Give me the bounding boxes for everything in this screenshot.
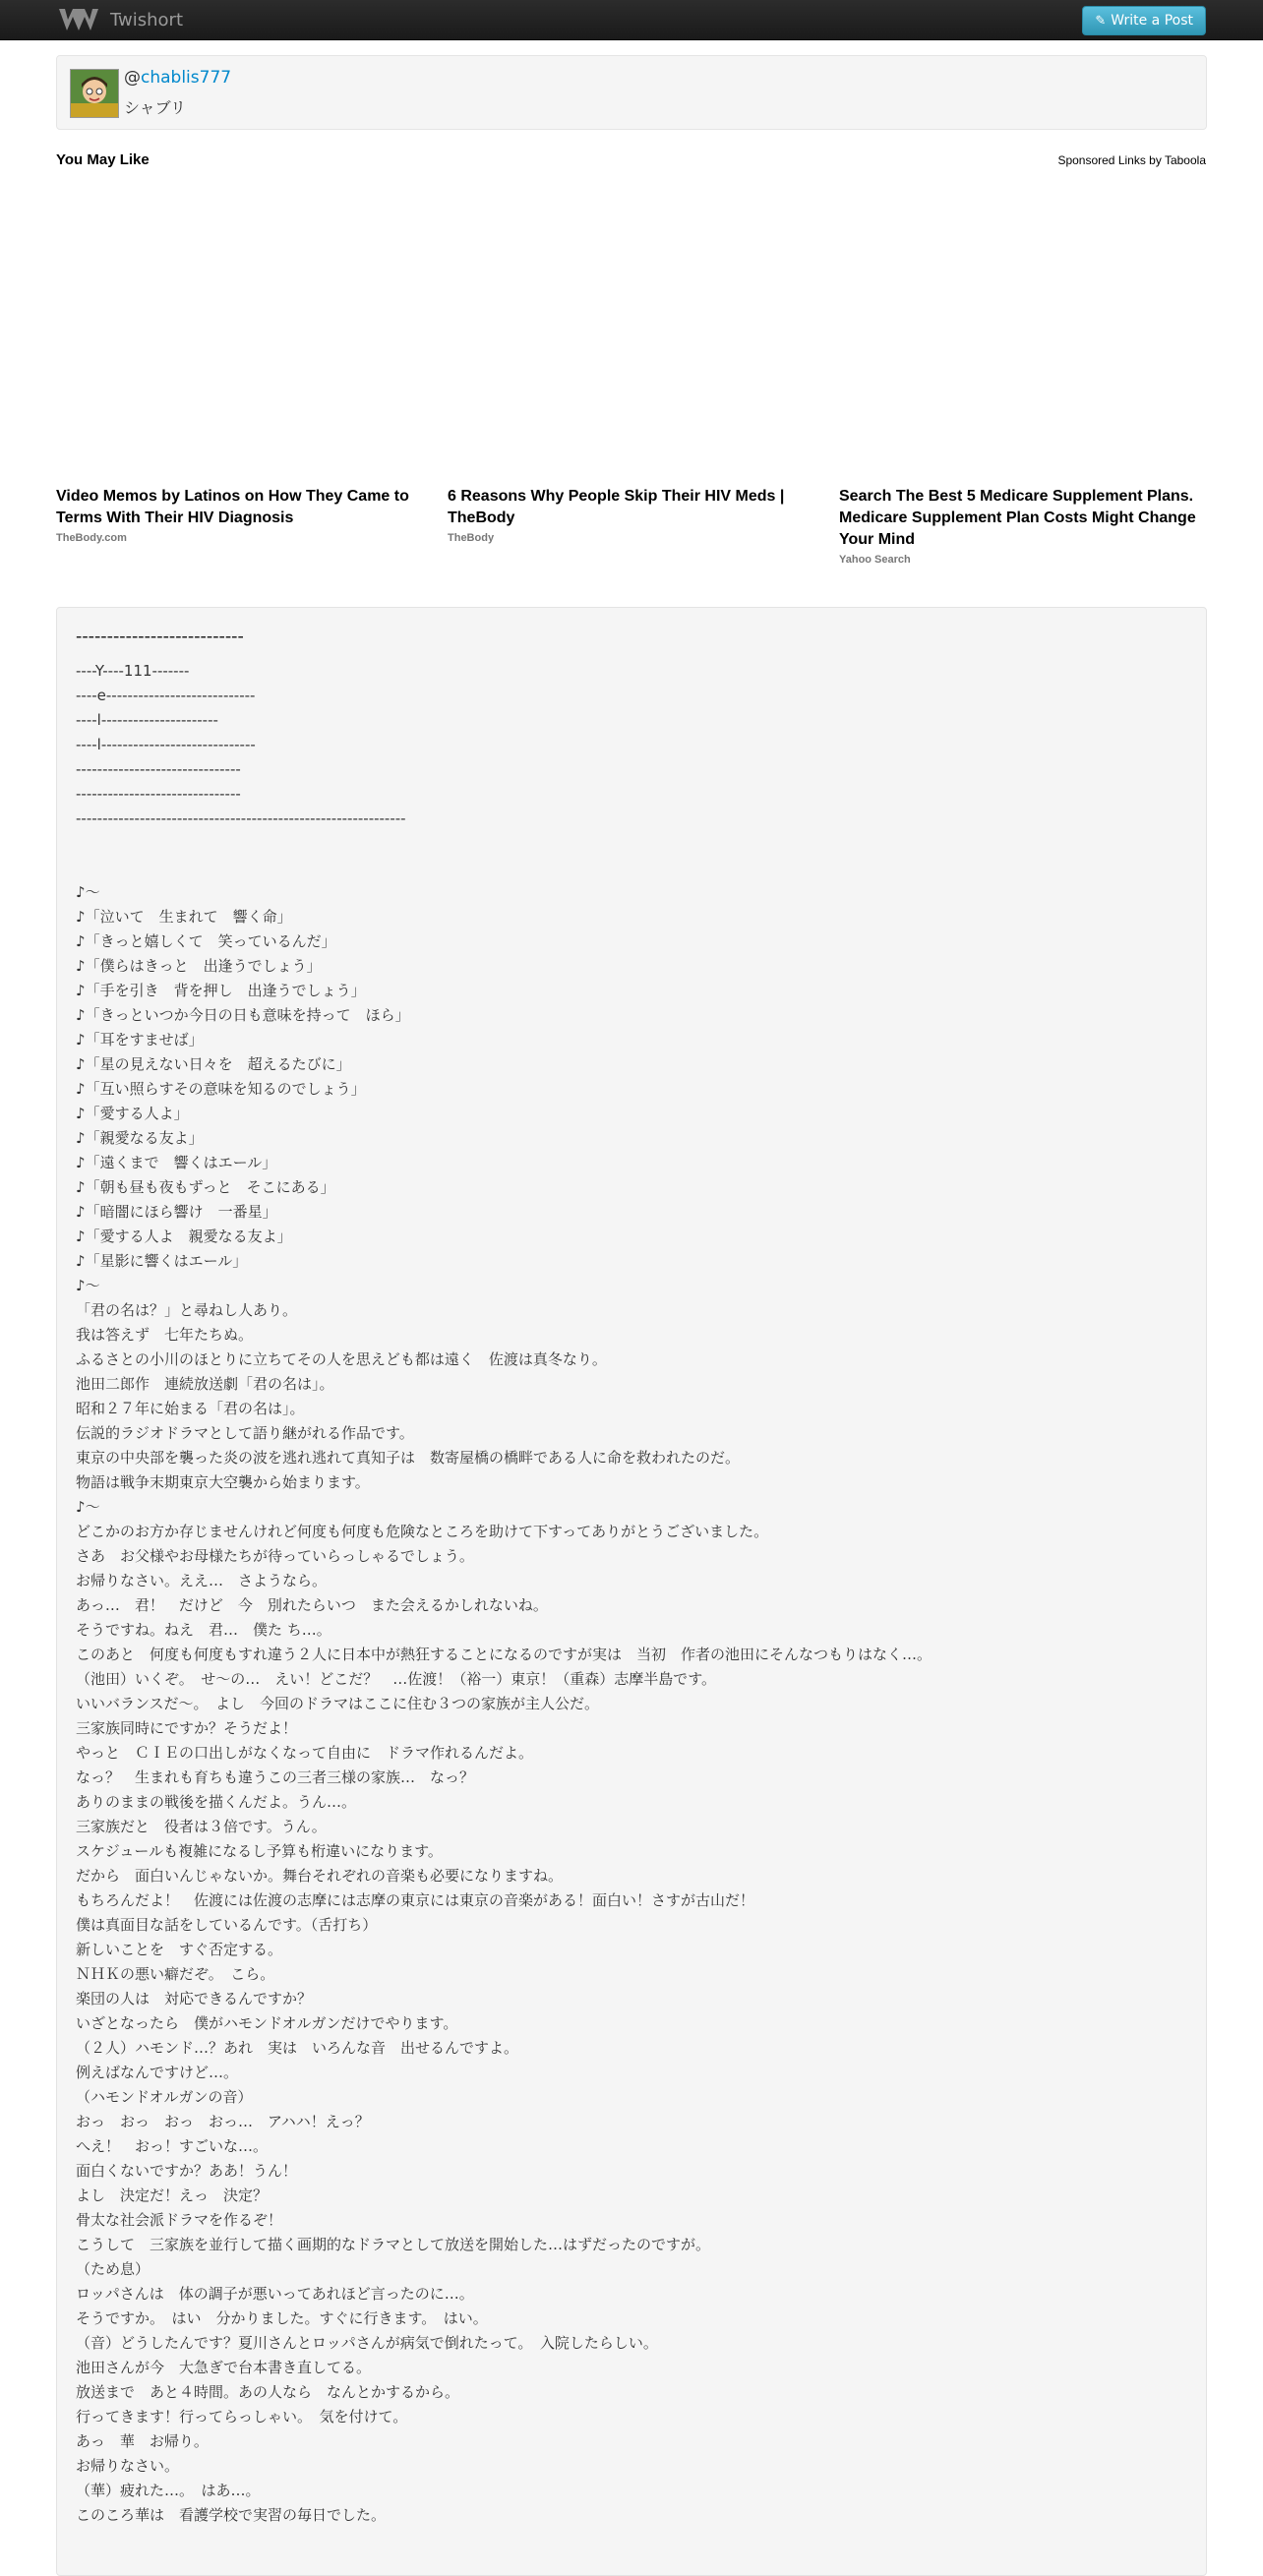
at-sign: @ — [124, 68, 141, 88]
post-line: -------------------------------------------------------------- — [76, 809, 406, 827]
author-display-name: シャブリ — [124, 98, 187, 117]
post-line: よし 決定だ！えっ 決定？ — [76, 2187, 269, 2204]
post-line: 池田さんが今 大急ぎで台本書き直してる。 — [76, 2359, 372, 2376]
post-line: ♪「親愛なる友よ」 — [76, 1129, 204, 1147]
post-line: ♪「朝も昼も夜もずっと そこにある」 — [76, 1178, 335, 1196]
post-line: 楽団の人は 対応できるんですか？ — [76, 1990, 313, 2007]
post-line — [76, 856, 1196, 880]
card-source: TheBody.com — [56, 532, 127, 544]
post-line: ----Y----111------- — [76, 662, 190, 680]
post-line: ----e---------------------------- — [76, 687, 256, 704]
post-line — [76, 831, 1196, 856]
twishort-logo-icon — [57, 7, 100, 32]
card-thumbnail[interactable] — [448, 185, 813, 480]
post-line: ----l---------------------- — [76, 711, 218, 729]
post-line: あっ 華 お帰り。 — [76, 2432, 209, 2450]
recommendation-card[interactable] — [56, 185, 422, 544]
post-line: ロッパさんは 体の調子が悪いってあれほど言ったのに…。 — [76, 2285, 474, 2303]
card-title[interactable]: Search The Best 5 Medicare Supplement Plans. Medicare Supplement Plan Costs Might Change Your Mind — [839, 488, 1196, 548]
post-line: へえ！ おっ！すごいな…。 — [76, 2137, 269, 2155]
post-line: さあ お父様やお母様たちが待っていらっしゃるでしょう。 — [76, 1547, 474, 1565]
post-line: （ため息） — [76, 2260, 150, 2278]
post-line: ♪「手を引き 背を押し 出逢うでしょう」 — [76, 982, 366, 999]
recommendation-card[interactable] — [448, 185, 813, 544]
sponsored-links-label[interactable]: Sponsored Links by Taboola — [1057, 153, 1206, 167]
post-line: そうですか。 はい 分かりました。すぐに行きます。 はい。 — [76, 2309, 488, 2327]
post-line: （華）疲れた…。 はあ…。 — [76, 2482, 261, 2499]
post-line: だから 面白いんじゃないか。舞台それぞれの音楽も必要になりますね。 — [76, 1867, 564, 1885]
post-line: ありのままの戦後を描くんだよ。うん…。 — [76, 1793, 357, 1811]
post-line: 池田二郎作 連続放送劇「君の名は」。 — [76, 1375, 334, 1393]
post-line: 放送まで あと４時間。あの人なら なんとかするから。 — [76, 2383, 460, 2401]
post-line: ----l----------------------------- — [76, 736, 256, 753]
post-body — [76, 659, 1196, 2528]
avatar-image — [71, 70, 118, 117]
top-navbar — [0, 0, 1263, 40]
post-line: 面白くないですか？ああ！うん！ — [76, 2162, 298, 2180]
post-line: ♪「きっと嬉しくて 笑っているんだ」 — [76, 932, 336, 950]
post-line: 伝説的ラジオドラマとして語り継がれる作品です。 — [76, 1424, 414, 1442]
avatar[interactable] — [70, 69, 119, 118]
post-line: （２人）ハモンド…？あれ 実は いろんな音 出せるんですよ。 — [76, 2039, 519, 2057]
post-line: ♪「互い照らすその意味を知るのでしょう」 — [76, 1080, 366, 1098]
post-line: ------------------------------- — [76, 785, 241, 803]
post-line: （音）どうしたんです？夏川さんとロッパさんが病気で倒れたって。 入院したらしい。 — [76, 2334, 658, 2352]
post-line: このころ華は 看護学校で実習の毎日でした。 — [76, 2506, 387, 2524]
post-line: 三家族同時にですか？そうだよ！ — [76, 1719, 298, 1737]
post-line: 「君の名は？」と尋ねし人あり。 — [76, 1301, 298, 1319]
post-line: ♪「泣いて 生まれて 響く命」 — [76, 908, 292, 926]
post-line: 三家族だと 役者は３倍です。うん。 — [76, 1818, 327, 1835]
post-line: どこかのお方か存じませんけれど何度も何度も危険なところを助けて下すってありがとうございました。 — [76, 1523, 769, 1540]
post-line: そうですね。ねえ 君… 僕た ち…。 — [76, 1621, 331, 1639]
card-title[interactable]: 6 Reasons Why People Skip Their HIV Meds | TheBody — [448, 488, 785, 526]
post-line: やっと ＣＩＥの口出しがなくなって自由に ドラマ作れるんだよ。 — [76, 1744, 534, 1762]
post-line: ふるさとの小川のほとりに立ちてその人を思えども都は遠く 佐渡は真冬なり。 — [76, 1350, 607, 1368]
post-line: ♪「星影に響くはエール」 — [76, 1252, 248, 1270]
post-line: ♪「耳をすませば」 — [76, 1031, 204, 1048]
post-line: ♪「星の見えない日々を 超えるたびに」 — [76, 1055, 351, 1073]
post-line: （ハモンドオルガンの音） — [76, 2088, 253, 2106]
post-line: いいバランスだ～。 よし 今回のドラマはここに住む３つの家族が主人公だ。 — [76, 1695, 600, 1712]
card-source: TheBody — [448, 532, 495, 544]
post-line: ♪「遠くまで 響くはエール」 — [76, 1154, 277, 1171]
post-line: このあと 何度も何度もすれ違う２人に日本中が熱狂することになるのですが実は 当初 作者の池田にそんなつもりはなく…。 — [76, 1646, 932, 1663]
post-line: お帰りなさい。 — [76, 2457, 180, 2475]
post-line: こうして 三家族を並行して描く画期的なドラマとして放送を開始した…はずだったのですが。 — [76, 2236, 711, 2253]
post-line: 骨太な社会派ドラマを作るぞ！ — [76, 2211, 283, 2229]
brand-link[interactable] — [57, 0, 183, 39]
post-line: ♪～ — [76, 883, 100, 901]
post-line: 昭和２７年に始まる「君の名は」。 — [76, 1400, 305, 1417]
post-line: 我は答えず 七年たちぬ。 — [76, 1326, 254, 1344]
post-heading: --------------------------- — [76, 627, 244, 647]
post-line: （池田）いくぞ。 せ～の… えい！どこだ？ …佐渡！（裕一）東京！（重森）志摩半島です。 — [76, 1670, 717, 1688]
author-handle-link[interactable] — [124, 68, 231, 88]
card-title[interactable]: Video Memos by Latinos on How They Came to Terms With Their HIV Diagnosis — [56, 488, 409, 526]
post-line: 僕は真面目な話をしているんです。（舌打ち） — [76, 1916, 378, 1934]
post-line: ＮＨＫの悪い癖だぞ。 こら。 — [76, 1965, 275, 1983]
brand-name: Twishort — [110, 9, 183, 30]
post-line: 行ってきます！行ってらっしゃい。 気を付けて。 — [76, 2408, 408, 2426]
post-line: ------------------------------- — [76, 760, 241, 778]
write-post-button[interactable] — [1082, 6, 1206, 35]
post-line: 物語は戦争末期東京大空襲から始まります。 — [76, 1473, 370, 1491]
post-line: 東京の中央部を襲った炎の波を逃れ逃れて真知子は 数寄屋橋の橋畔である人に命を救われたのだ。 — [76, 1449, 741, 1467]
post-line: 例えばなんですけど…。 — [76, 2064, 239, 2081]
post-line: ♪「暗闇にほら響け 一番星」 — [76, 1203, 277, 1221]
card-source: Yahoo Search — [839, 554, 911, 566]
post-container — [56, 607, 1207, 2576]
card-thumbnail[interactable] — [839, 185, 1205, 480]
post-line: スケジュールも複雑になるし予算も桁違いになります。 — [76, 1842, 443, 1860]
recommendation-card[interactable] — [839, 185, 1205, 566]
post-line: 新しいことを すぐ否定する。 — [76, 1941, 283, 1958]
post-line: ♪「きっといつか今日の日も意味を持って ほら」 — [76, 1006, 410, 1024]
post-line: ♪「愛する人よ」 — [76, 1105, 189, 1122]
post-line: お帰りなさい。ええ… さようなら。 — [76, 1572, 328, 1589]
edit-icon: ✎ — [1095, 13, 1107, 29]
post-line: ♪「愛する人よ 親愛なる友よ」 — [76, 1228, 292, 1245]
card-thumbnail[interactable] — [56, 185, 422, 480]
post-line: ♪～ — [76, 1277, 100, 1294]
post-line: あっ… 君！ だけど 今 別れたらいつ また会えるかしれないね。 — [76, 1596, 548, 1614]
post-line: もちろんだよ！ 佐渡には佐渡の志摩には志摩の東京には東京の音楽がある！面白い！さすが古山だ！ — [76, 1891, 755, 1909]
post-line: いざとなったら 僕がハモンドオルガンだけでやります。 — [76, 2014, 458, 2032]
post-line: ♪～ — [76, 1498, 100, 1516]
author-handle: chablis777 — [141, 68, 232, 88]
recommendations-title: You May Like — [56, 151, 150, 168]
write-post-label: Write a Post — [1111, 13, 1193, 29]
post-line: なっ？ 生まれも育ちも違うこの三者三様の家族… なっ？ — [76, 1768, 475, 1786]
author-box — [56, 55, 1207, 130]
post-line: ♪「僕らはきっと 出逢うでしょう」 — [76, 957, 322, 975]
post-line: おっ おっ おっ おっ… アハハ！えっ？ — [76, 2113, 370, 2130]
